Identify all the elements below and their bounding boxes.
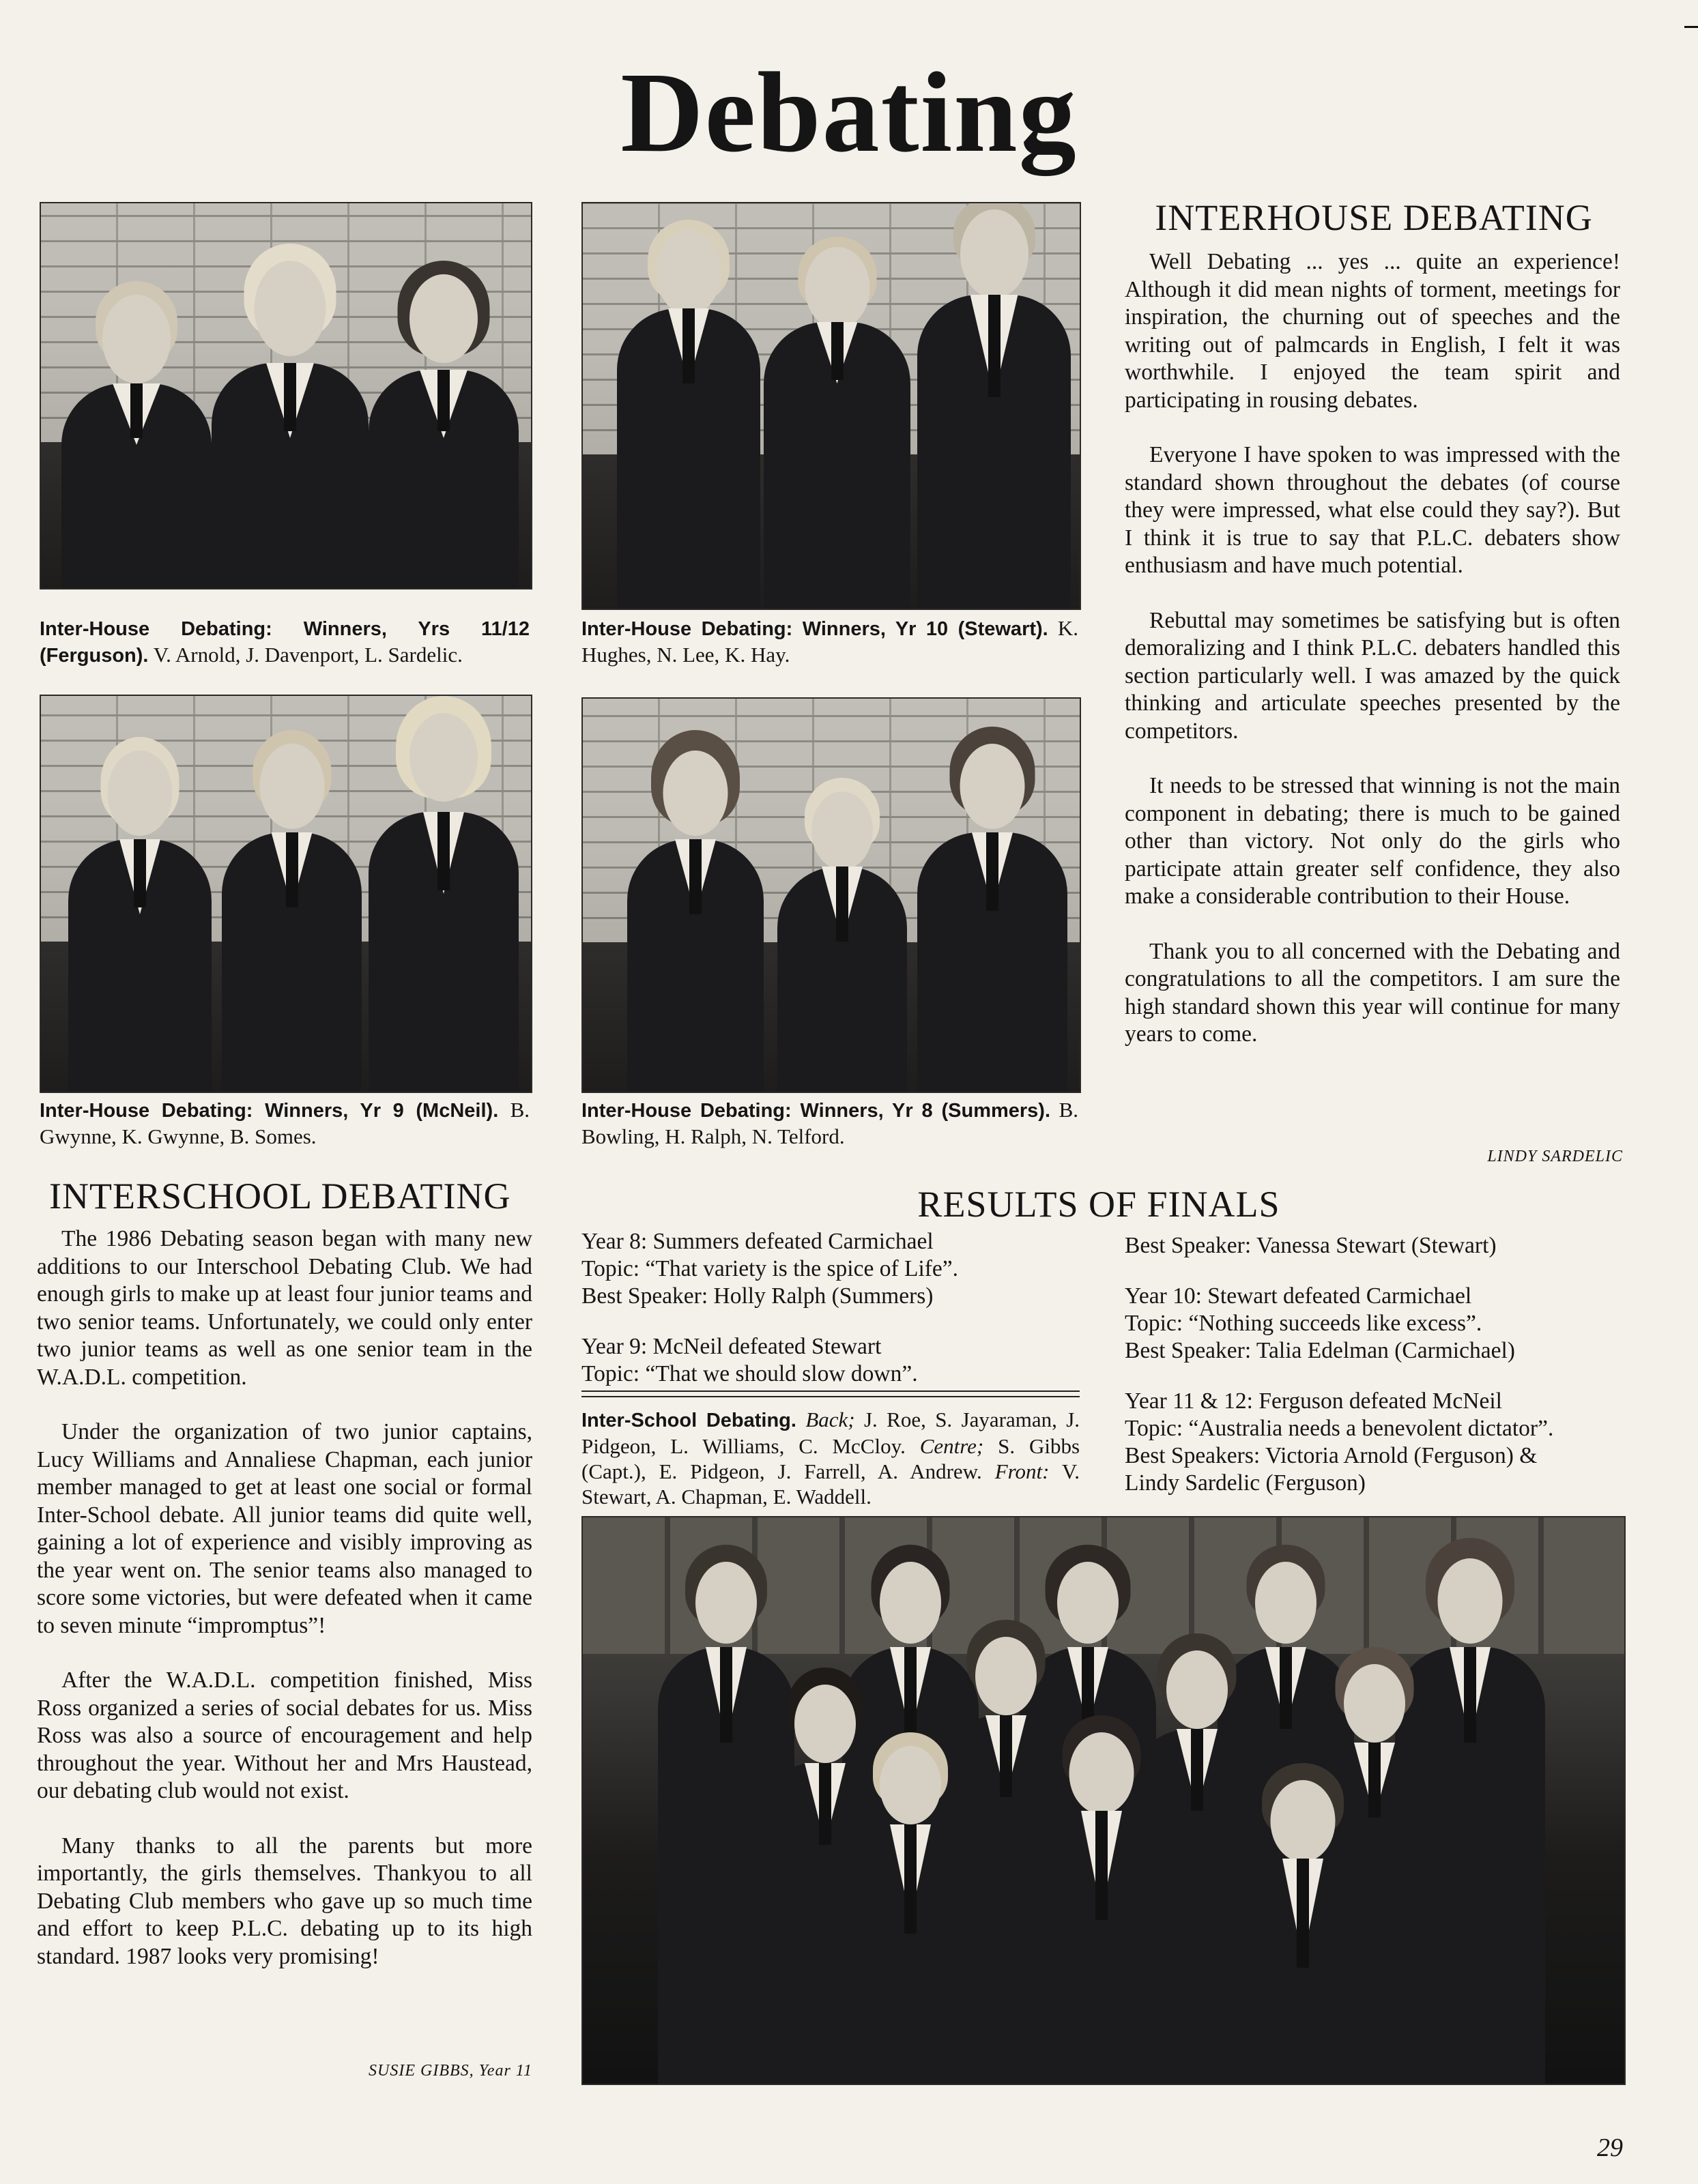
photo-caption xyxy=(581,1097,1078,1149)
result-line: Year 10: Stewart defeated Carmichael xyxy=(1125,1283,1472,1309)
photo-yr11-12-winners xyxy=(40,202,532,589)
result-year8 xyxy=(581,1228,1087,1310)
results-right-column xyxy=(1125,1232,1650,1520)
photo-yr9-winners xyxy=(40,695,532,1093)
article-paragraph: After the W.A.D.L. competition finished, Miss Ross organized a series of social debates for us. Miss Ross was also a source of encouragement and help throughout the year. Without her and Mrs Haustead, our debating club would not exist. xyxy=(37,1668,532,1803)
photo-interschool-team xyxy=(581,1516,1626,2085)
result-line: Year 9: McNeil defeated Stewart xyxy=(581,1334,882,1359)
article-paragraph: The 1986 Debating season began with many new additions to our Interschool Debating Club. We had enough girls to make up at least four junior teams and two senior teams. Unfortunately, we could only enter two junior teams as well as one senior team in the W.A.D.L. competition. xyxy=(37,1226,532,1390)
caption-bold: Inter-School Debating. xyxy=(581,1410,796,1431)
caption-part: Back; xyxy=(796,1408,855,1431)
photo-caption xyxy=(40,615,530,669)
article-paragraph: Everyone I have spoken to was impressed with the standard shown throughout the debates (of course they were impressed, what else could they say?). But I think it is true to say that P.L.C. debaters show enthusiasm and have much potential. xyxy=(1125,442,1620,578)
results-left-column xyxy=(581,1228,1087,1411)
article-paragraph: Under the organization of two junior captains, Lucy Williams and Annaliese Chapman, each junior member managed to get at least one social or formal Inter-School debate. All junior teams did quite well, gaining a lot of experience and visibly improving as the year went on. The senior teams also managed to score some victories, but were defeated when it came to seven minute “impromptus”! xyxy=(37,1419,532,1638)
result-line: Topic: “Nothing succeeds like excess”. xyxy=(1125,1311,1482,1336)
caption-bold: Inter-House Debating: Winners, Yr 10 (Stewart). xyxy=(581,618,1048,640)
result-line: Best Speaker: Holly Ralph (Summers) xyxy=(581,1283,934,1309)
photo-yr8-winners xyxy=(581,697,1081,1093)
caption-names: B. Bowling, H. Ralph, N. Telford. xyxy=(581,1098,1078,1148)
article-paragraph: It needs to be stressed that winning is not the main component in debating; there is much to be gained other than victory. Not only do the girls who participate attain greater self confidence, they also make a considerable contribution to their House. xyxy=(1125,773,1620,909)
interhouse-author: LINDY SARDELIC xyxy=(1487,1148,1623,1165)
page-title: Debating xyxy=(620,49,1078,176)
interschool-article xyxy=(37,1225,532,1998)
result-year9 xyxy=(581,1333,1087,1388)
group-photo-caption xyxy=(581,1407,1080,1509)
interhouse-heading: INTERHOUSE DEBATING xyxy=(1155,197,1593,238)
caption-bold: Inter-House Debating: Winners, Yr 8 (Summers). xyxy=(581,1100,1051,1122)
page-number: 29 xyxy=(1597,2134,1623,2162)
interhouse-article xyxy=(1125,248,1620,1076)
result-year10 xyxy=(1125,1283,1650,1365)
result-line: Topic: “That we should slow down”. xyxy=(581,1361,918,1386)
result-line: Best Speaker: Vanessa Stewart (Stewart) xyxy=(1125,1233,1497,1258)
result-line: Year 11 & 12: Ferguson defeated McNeil xyxy=(1125,1388,1502,1414)
divider-rule xyxy=(581,1391,1080,1392)
result-line: Year 8: Summers defeated Carmichael xyxy=(581,1229,934,1254)
photo-caption xyxy=(40,1097,530,1149)
caption-part: Centre; xyxy=(905,1434,984,1458)
result-line: Best Speakers: Victoria Arnold (Ferguson) & xyxy=(1125,1443,1538,1468)
caption-part: V. Stewart, A. Chapman, E. Waddell. xyxy=(581,1459,1080,1509)
caption-part: Front: xyxy=(981,1459,1050,1483)
caption-part: J. Roe, S. Jayaraman, J. Pidgeon, L. Williams, C. McCloy. xyxy=(581,1408,1080,1458)
results-heading: RESULTS OF FINALS xyxy=(917,1184,1280,1225)
photo-yr10-winners xyxy=(581,202,1081,610)
caption-part: S. Gibbs (Capt.), E. Pidgeon, J. Farrell, A. Andrew. xyxy=(581,1434,1080,1483)
caption-bold: Inter-House Debating: Winners, Yr 9 (McNeil). xyxy=(40,1100,499,1122)
article-paragraph: Thank you to all concerned with the Debating and congratulations to all the competitors. I am sure the high standard shown this year will continue for many years to come. xyxy=(1125,938,1620,1047)
result-line: Topic: “Australia needs a benevolent dictator”. xyxy=(1125,1416,1554,1441)
result-year8-best-speaker xyxy=(1125,1232,1650,1260)
interschool-author: SUSIE GIBBS, Year 11 xyxy=(369,2062,532,2080)
result-year11-12 xyxy=(1125,1388,1650,1497)
result-line: Lindy Sardelic (Ferguson) xyxy=(1125,1470,1366,1496)
caption-names: V. Arnold, J. Davenport, L. Sardelic. xyxy=(148,643,463,667)
article-paragraph: Rebuttal may sometimes be satisfying but is often demoralizing and I think P.L.C. debaters handled this section particularly well. I was amazed by the quick thinking and articulate speeches presented by the competitors. xyxy=(1125,607,1620,744)
article-paragraph: Many thanks to all the parents but more importantly, the girls themselves. Thankyou to all Debating Club members who gave up so much time and effort to keep P.L.C. debating up to its high standard. 1987 looks very promising! xyxy=(37,1833,532,1969)
photo-caption xyxy=(581,615,1078,667)
caption-bold: Inter-House Debating: Winners, Yrs 11/12 (Ferguson). xyxy=(40,618,530,667)
result-line: Best Speaker: Talia Edelman (Carmichael) xyxy=(1125,1338,1515,1363)
interschool-heading: INTERSCHOOL DEBATING xyxy=(49,1176,511,1217)
page-edge-mark xyxy=(1684,26,1698,28)
divider-rule xyxy=(581,1396,1080,1397)
caption-names: K. Hughes, N. Lee, K. Hay. xyxy=(581,616,1079,667)
caption-names: B. Gwynne, K. Gwynne, B. Somes. xyxy=(40,1098,530,1148)
article-paragraph: Well Debating ... yes ... quite an experience! Although it did mean nights of torment, meetings for inspiration, the churning out of speeches and the writing out of palmcards in English, I felt it was worthwhile. I enjoyed the team spirit and participating in rousing debates. xyxy=(1125,249,1620,413)
result-line: Topic: “That variety is the spice of Life”. xyxy=(581,1256,959,1281)
